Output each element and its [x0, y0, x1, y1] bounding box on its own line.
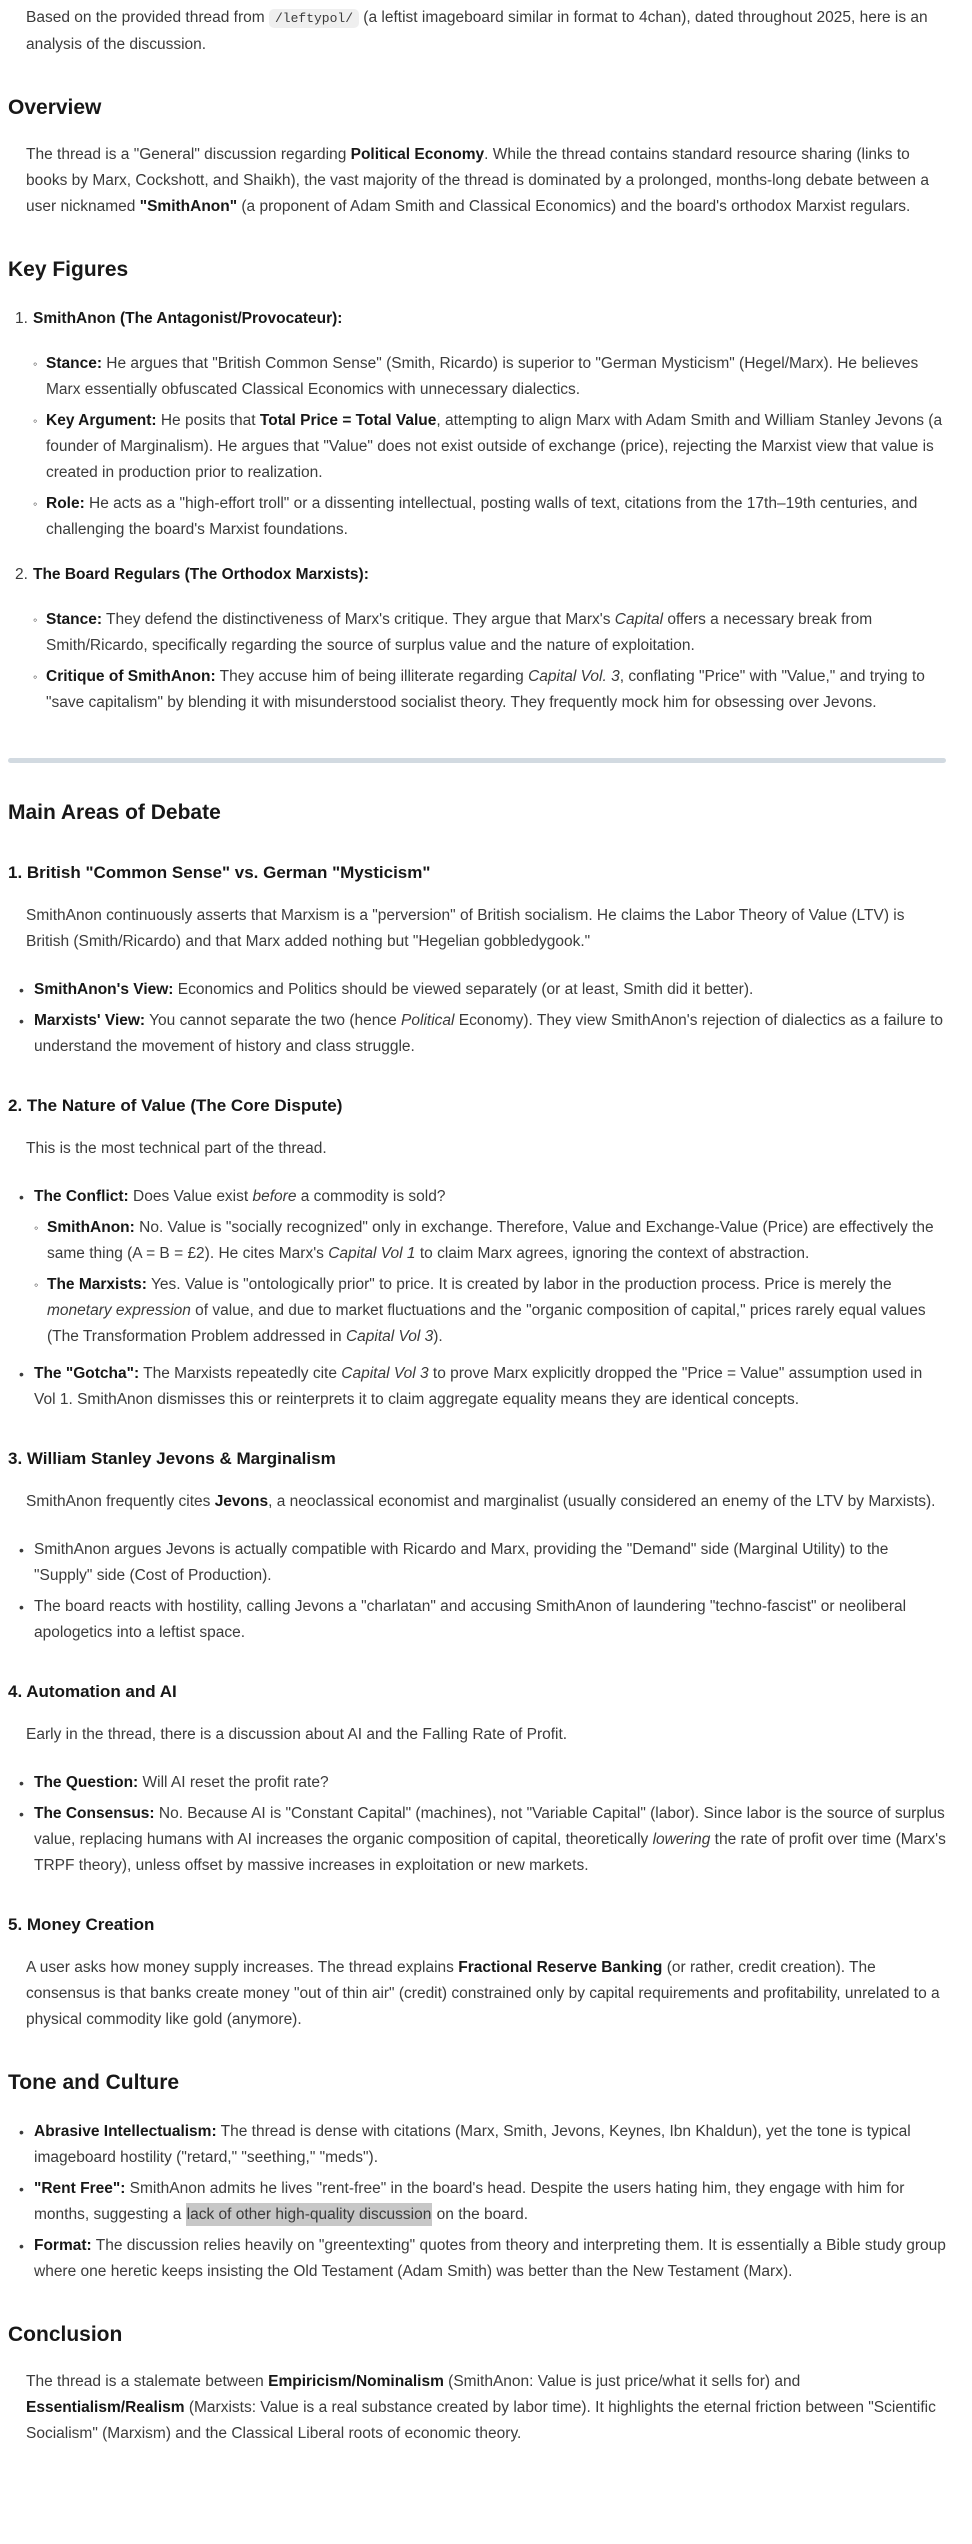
tone-culture-list: [8, 2119, 946, 2285]
list-marker: •: [19, 2181, 24, 2197]
text-segment: Economics and Politics should be viewed separately (or at least, Smith did it better).: [173, 981, 754, 998]
text-segment: SmithAnon argues Jevons is actually compatible with Ricardo and Marx, providing the "Demand" side (Marginal Utility) to the "Supply" side (Cost of Production).: [34, 1541, 889, 1584]
text-segment: Based on the provided thread from: [26, 9, 269, 26]
debate-4-paragraph: [26, 1722, 946, 1748]
text-segment: No. Because AI is "Constant Capital" (machines), not "Variable Capital" (labor). Since labor is the source of surplus value, replacing humans with AI increases the organic composition of capital, theoretically: [34, 1805, 945, 1848]
debate-2-list: [8, 1184, 946, 1413]
list-marker: •: [19, 1366, 24, 1382]
list-item: [8, 562, 946, 730]
debate-4-list: [8, 1770, 946, 1879]
debate-5-paragraph: [26, 1955, 946, 2033]
list-item-text: [34, 1184, 946, 1210]
text-segment: SmithAnon continuously asserts that Marxism is a "perversion" of British socialism. He claims the Labor Theory of Value (LTV) is British (Smith/Ricardo) and that Marx added nothing but "Hegelian gobbledygook.": [26, 907, 905, 950]
highlighted-text: lack of other high-quality discussion: [186, 2203, 433, 2226]
list-item: [8, 306, 946, 557]
text-segment: a commodity is sold?: [296, 1188, 446, 1205]
section-divider: [8, 758, 946, 763]
text-segment: He acts as a "high-effort troll" or a dissenting intellectual, posting walls of text, citations from the 17th–19th centuries, and challenging the board's Marxist foundations.: [46, 495, 918, 538]
list-marker: ◦: [33, 414, 38, 428]
main-areas-heading: Main Areas of Debate: [8, 801, 221, 824]
list-item: [8, 1770, 946, 1796]
text-segment: Yes. Value is "ontologically prior" to price. It is created by labor in the production process. Price is merely the: [146, 1276, 892, 1293]
debate-4-heading: 4. Automation and AI: [8, 1682, 177, 1701]
text-segment: lowering: [652, 1831, 711, 1848]
text-segment: Political Economy: [350, 146, 485, 163]
text-segment: The "Gotcha":: [34, 1365, 140, 1382]
text-segment: offers a necessary break from Smith/Ricardo, specifically regarding the source of surplus value and the nature of exploitation.: [46, 611, 873, 654]
list-item-text: [34, 1537, 946, 1589]
debate-2-heading: 2. The Nature of Value (The Core Dispute): [8, 1096, 343, 1115]
debate-3-paragraph: [26, 1489, 946, 1515]
text-segment: monetary expression: [47, 1302, 191, 1319]
list-item: [33, 351, 946, 403]
text-segment: to claim Marx agrees, ignoring the context of abstraction.: [415, 1245, 810, 1262]
text-segment: "Rent Free":: [34, 2180, 126, 2197]
text-segment: Role:: [46, 495, 85, 512]
text-segment: The Board Regulars (The Orthodox Marxists):: [33, 566, 369, 583]
list-marker: 2.: [15, 566, 28, 583]
text-segment: Capital Vol 1: [328, 1245, 416, 1262]
list-marker: •: [19, 1189, 24, 1205]
list-item: [8, 1184, 946, 1356]
list-item: [8, 1361, 946, 1413]
intro-paragraph: [26, 5, 946, 58]
text-segment: The thread is a stalemate between: [26, 2373, 269, 2390]
list-item-text: [34, 2176, 946, 2228]
list-marker: •: [19, 1013, 24, 1029]
list-marker: •: [19, 2238, 24, 2254]
text-segment: This is the most technical part of the thread.: [26, 1140, 327, 1157]
text-segment: (a proponent of Adam Smith and Classical Economics) and the board's orthodox Marxist regulars.: [237, 198, 911, 215]
text-segment: SmithAnon:: [47, 1219, 135, 1236]
text-segment: , a neoclassical economist and marginalist (usually considered an enemy of the LTV by Marxists).: [268, 1493, 936, 1510]
list-item-text: [47, 1272, 946, 1350]
list-item-text: [46, 408, 946, 486]
text-segment: Capital Vol. 3: [528, 668, 620, 685]
list-item-text: [34, 2233, 946, 2285]
list-item-text: [46, 491, 946, 543]
text-segment: You cannot separate the two (hence: [145, 1012, 402, 1029]
text-segment: , attempting to align Marx with Adam Smith and William Stanley Jevons (a founder of Marginalism). He argues that "Value" does not exist outside of exchange (price), rejecting the Marxist view that value is created in production prior to realization.: [46, 412, 943, 481]
list-item: [33, 491, 946, 543]
text-segment: Capital: [614, 611, 664, 628]
list-item-text: [46, 664, 946, 716]
text-segment: the rate of profit over time (Marx's TRPF theory), unless offset by massive increases in exploitation or new markets.: [34, 1831, 946, 1874]
text-segment: , conflating "Price" with "Value," and trying to "save capitalism" by blending it with misunderstood socialist theory. They frequently mock him for obsessing over Jevons.: [46, 668, 925, 711]
list-marker: ◦: [34, 1221, 39, 1235]
text-segment: The Marxists repeatedly cite: [139, 1365, 342, 1382]
list-item: [8, 977, 946, 1003]
text-segment: on the board.: [432, 2206, 529, 2223]
text-segment: (SmithAnon: Value is just price/what it sells for) and: [443, 2373, 801, 2390]
list-item-text: [47, 1215, 946, 1267]
text-segment: ).: [433, 1328, 443, 1345]
text-segment: Does Value exist: [128, 1188, 253, 1205]
list-item-text: [34, 1361, 946, 1413]
text-segment: Capital Vol 3: [341, 1365, 429, 1382]
list-item-text: [34, 977, 946, 1003]
text-segment: Format:: [34, 2237, 92, 2254]
text-segment: Stance:: [46, 355, 102, 372]
text-segment: A user asks how money supply increases. The thread explains: [26, 1959, 459, 1976]
debate-1-paragraph: [26, 903, 946, 955]
text-segment: They accuse him of being illiterate regarding: [215, 668, 529, 685]
text-segment: The Conflict:: [34, 1188, 129, 1205]
text-segment: Fractional Reserve Banking: [458, 1959, 663, 1976]
list-marker: 1.: [15, 310, 28, 327]
debate-3-heading: 3. William Stanley Jevons & Marginalism: [8, 1449, 336, 1468]
text-segment: Economy). They view SmithAnon's rejection of dialectics as a failure to understand the movement of history and class struggle.: [34, 1012, 944, 1055]
text-segment: Empiricism/Nominalism: [268, 2373, 444, 2390]
tone-culture-heading: Tone and Culture: [8, 2071, 180, 2094]
text-segment: The Question:: [34, 1774, 139, 1791]
list-item: [8, 1008, 946, 1060]
list-marker: •: [19, 1542, 24, 1558]
list-item-text: [34, 1594, 946, 1646]
list-item-text: [34, 1801, 946, 1879]
text-segment: The discussion relies heavily on "greentexting" quotes from theory and interpreting them. It is essentially a Bible study group where one heretic keeps insisting the Old Testament (Adam Smith) was better than the New Testament (Marx).: [34, 2237, 946, 2280]
list-marker: •: [19, 982, 24, 998]
list-item: [33, 408, 946, 486]
list-item: [8, 2176, 946, 2228]
list-item: [34, 1272, 946, 1350]
text-segment: They defend the distinctiveness of Marx's critique. They argue that Marx's: [102, 611, 615, 628]
text-segment: to prove Marx explicitly dropped the "Price = Value" assumption used in Vol 1. SmithAnon dismisses this or reinterprets it to claim aggregate equality means they are identical concepts.: [34, 1365, 923, 1408]
text-segment: Early in the thread, there is a discussion about AI and the Falling Rate of Profit.: [26, 1726, 568, 1743]
list-item: [34, 1215, 946, 1267]
text-segment: Will AI reset the profit rate?: [138, 1774, 329, 1791]
text-segment: SmithAnon admits he lives "rent-free" in the board's head. Despite the users hating him, they engage with him for months, suggesting a: [34, 2180, 905, 2223]
list-marker: ◦: [34, 1278, 39, 1292]
text-segment: Marxists' View:: [34, 1012, 146, 1029]
text-segment: (a leftist imageboard similar in format to 4chan), dated throughout 2025, here is an analysis of the discussion.: [26, 9, 928, 53]
list-item-text: [34, 1770, 946, 1796]
bulleted-list: [34, 1215, 946, 1350]
text-segment: Stance:: [46, 611, 102, 628]
text-segment: (or rather, credit creation). The consensus is that banks create money "out of thin air" (credit) constrained only by capital requirements and profitability, unrelated to a physical commodity like gold (anymore).: [26, 1959, 940, 2028]
list-item-text: [46, 351, 946, 403]
list-marker: ◦: [33, 670, 38, 684]
text-segment: Key Argument:: [46, 412, 157, 429]
text-segment: of value, and due to market fluctuations and the "organic composition of capital," prices rarely equal values (The Transformation Problem addressed in: [47, 1302, 926, 1345]
list-item: [8, 1537, 946, 1589]
text-segment: He posits that: [156, 412, 260, 429]
list-item: [33, 607, 946, 659]
key-figures-heading: Key Figures: [8, 258, 129, 281]
debate-2-paragraph: [26, 1136, 946, 1162]
bulleted-list: [33, 607, 946, 716]
text-segment: before: [252, 1188, 297, 1205]
list-marker: ◦: [33, 357, 38, 371]
text-segment: SmithAnon frequently cites: [26, 1493, 215, 1510]
text-segment: No. Value is "socially recognized" only in exchange. Therefore, Value and Exchange-Value (Price) are effectively the same thing (A = B = £2). He cites Marx's: [47, 1219, 934, 1262]
list-marker: ◦: [33, 497, 38, 511]
list-item-text: [33, 306, 946, 332]
list-item: [8, 1594, 946, 1646]
list-item: [8, 2119, 946, 2171]
key-figures-list: [8, 306, 946, 730]
inline-code: /leftypol/: [269, 9, 359, 28]
text-segment: Abrasive Intellectualism:: [34, 2123, 217, 2140]
text-segment: Jevons: [214, 1493, 269, 1510]
list-marker: •: [19, 1806, 24, 1822]
list-item-text: [46, 607, 946, 659]
list-item: [8, 1801, 946, 1879]
list-marker: ◦: [33, 613, 38, 627]
list-item: [33, 664, 946, 716]
text-segment: The Marxists:: [47, 1276, 147, 1293]
text-segment: . While the thread contains standard resource sharing (links to books by Marx, Cockshott, and Shaikh), the vast majority of the thread is dominated by a prolonged, months-long debate between a user nicknamed: [26, 146, 929, 215]
text-segment: Capital Vol 3: [345, 1328, 434, 1345]
text-segment: The board reacts with hostility, calling Jevons a "charlatan" and accusing SmithAnon of laundering "techno-fascist" or neoliberal apologetics into a leftist space.: [34, 1598, 907, 1641]
debate-1-heading: 1. British "Common Sense" vs. German "Mysticism": [8, 863, 431, 882]
list-item-text: [34, 1008, 946, 1060]
text-segment: (Marxists: Value is a real substance created by labor time). It highlights the eternal friction between "Scientific Socialism" (Marxism) and the Classical Liberal roots of economic theory.: [26, 2399, 936, 2442]
debate-5-heading: 5. Money Creation: [8, 1915, 155, 1934]
list-marker: •: [19, 2124, 24, 2140]
text-segment: SmithAnon's View:: [34, 981, 174, 998]
list-item-text: [34, 2119, 946, 2171]
list-marker: •: [19, 1599, 24, 1615]
text-segment: Total Price = Total Value: [259, 412, 437, 429]
text-segment: He argues that "British Common Sense" (Smith, Ricardo) is superior to "German Mysticism" (Hegel/Marx). He believes Marx essentially obfuscated Classical Economics with unnecessary dialectics.: [46, 355, 919, 398]
conclusion-heading: Conclusion: [8, 2323, 123, 2346]
overview-paragraph: [26, 142, 946, 220]
list-item-text: [33, 562, 946, 588]
text-segment: The Consensus:: [34, 1805, 155, 1822]
list-marker: •: [19, 1775, 24, 1791]
bulleted-list: [33, 351, 946, 543]
debate-1-list: [8, 977, 946, 1060]
list-item: [8, 2233, 946, 2285]
text-segment: Essentialism/Realism: [26, 2399, 185, 2416]
text-segment: "SmithAnon": [139, 198, 238, 215]
text-segment: Critique of SmithAnon:: [46, 668, 216, 685]
text-segment: The thread is a "General" discussion regarding: [26, 146, 351, 163]
overview-heading: Overview: [8, 96, 102, 119]
text-segment: SmithAnon (The Antagonist/Provocateur):: [33, 310, 343, 327]
text-segment: Political: [401, 1012, 455, 1029]
debate-3-list: [8, 1537, 946, 1646]
conclusion-paragraph: [26, 2369, 946, 2447]
text-segment: The thread is dense with citations (Marx, Smith, Jevons, Keynes, Ibn Khaldun), yet the tone is typical imageboard hostility ("retard," "seething," "meds").: [34, 2123, 911, 2166]
